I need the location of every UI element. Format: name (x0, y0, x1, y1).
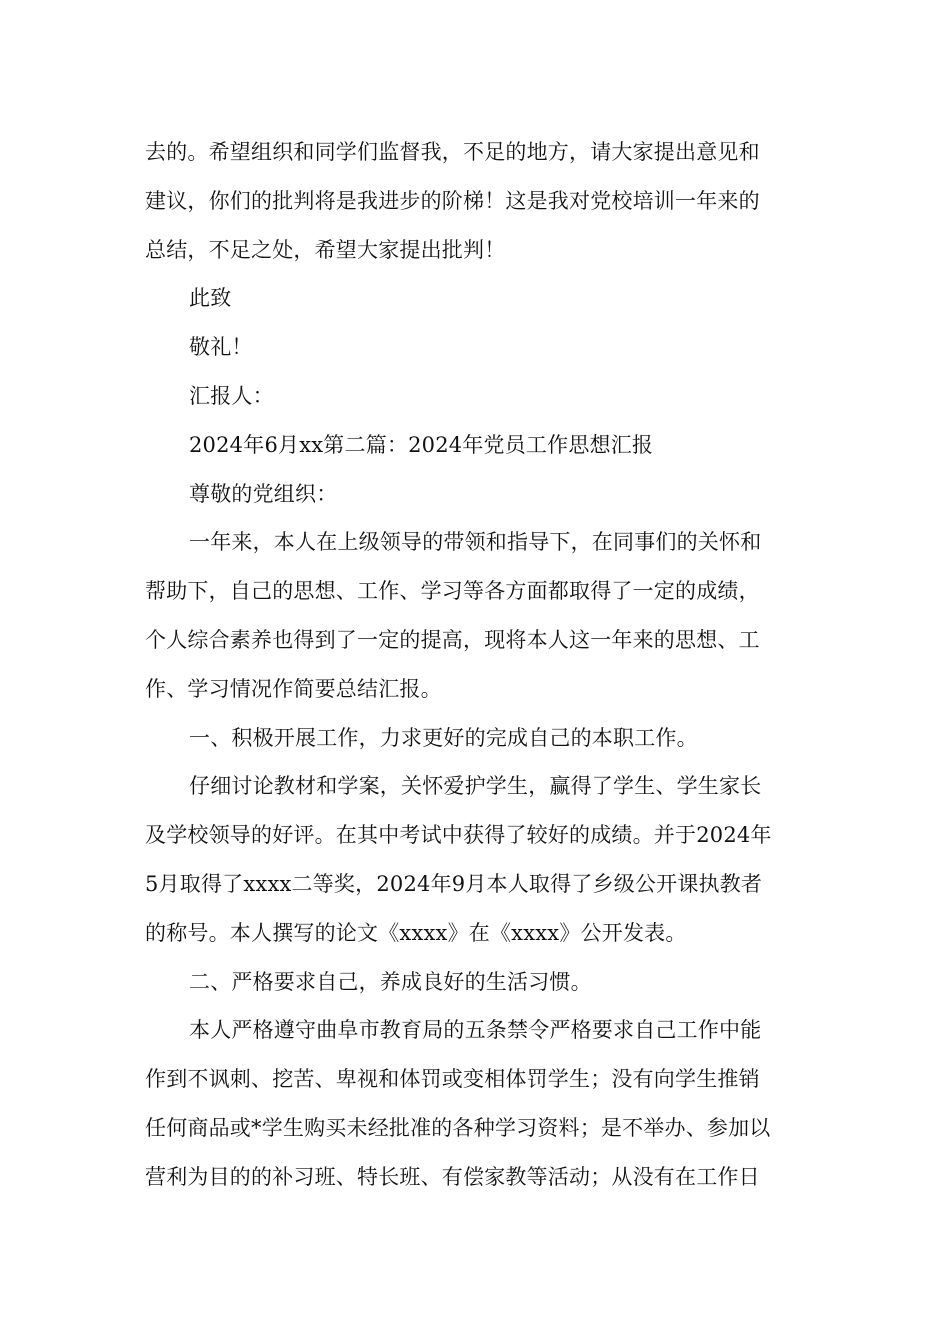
text-line: 帮助下，自己的思想、工作、学习等各方面都取得了一定的成绩， (145, 579, 760, 604)
section-heading: 二、严格要求自己，养成良好的生活习惯。 (189, 969, 592, 994)
text-line: 作、学习情况作简要总结汇报。 (145, 676, 442, 701)
text-line: 个人综合素养也得到了一定的提高，现将本人这一年来的思想、工 (145, 627, 760, 652)
greeting-line: 尊敬的党组织： (189, 481, 338, 506)
text-line: 仔细讨论教材和学案，关怀爱护学生，赢得了学生、学生家长 (189, 774, 762, 799)
salutation-line: 此致 (189, 286, 232, 311)
text-line: 总结，不足之处，希望大家提出批判！ (145, 237, 506, 262)
text-line: 及学校领导的好评。在其中考试中获得了较好的成绩。并于2024年 (145, 823, 772, 848)
text-line: 建议，你们的批判将是我进步的阶梯！这是我对党校培训一年来的 (145, 188, 760, 213)
section-heading: 一、积极开展工作，力求更好的完成自己的本职工作。 (189, 725, 698, 750)
text-line: 的称号。本人撰写的论文《xxxx》在《xxxx》公开发表。 (145, 920, 687, 945)
text-line: 5月取得了xxxx二等奖，2024年9月本人取得了乡级公开课执教者 (145, 871, 763, 896)
salutation-line: 敬礼！ (189, 335, 253, 360)
text-line: 去的。希望组织和同学们监督我，不足的地方，请大家提出意见和 (145, 140, 760, 164)
text-line: 任何商品或*学生购买未经批准的各种学习资料；是不举办、参加以 (145, 1115, 771, 1140)
text-line: 作到不讽刺、挖苦、卑视和体罚或变相体罚学生；没有向学生推销 (145, 1067, 760, 1092)
date-title-line: 2024年6月xx第二篇：2024年党员工作思想汇报 (189, 432, 654, 457)
document-body (145, 128, 807, 1202)
reporter-line: 汇报人： (189, 383, 274, 408)
text-line: 本人严格遵守曲阜市教育局的五条禁令严格要求自己工作中能 (189, 1018, 762, 1043)
text-line: 营利为目的的补习班、特长班、有偿家教等活动；从没有在工作日 (145, 1164, 760, 1189)
text-line: 一年来，本人在上级领导的带领和指导下，在同事们的关怀和 (189, 530, 762, 555)
